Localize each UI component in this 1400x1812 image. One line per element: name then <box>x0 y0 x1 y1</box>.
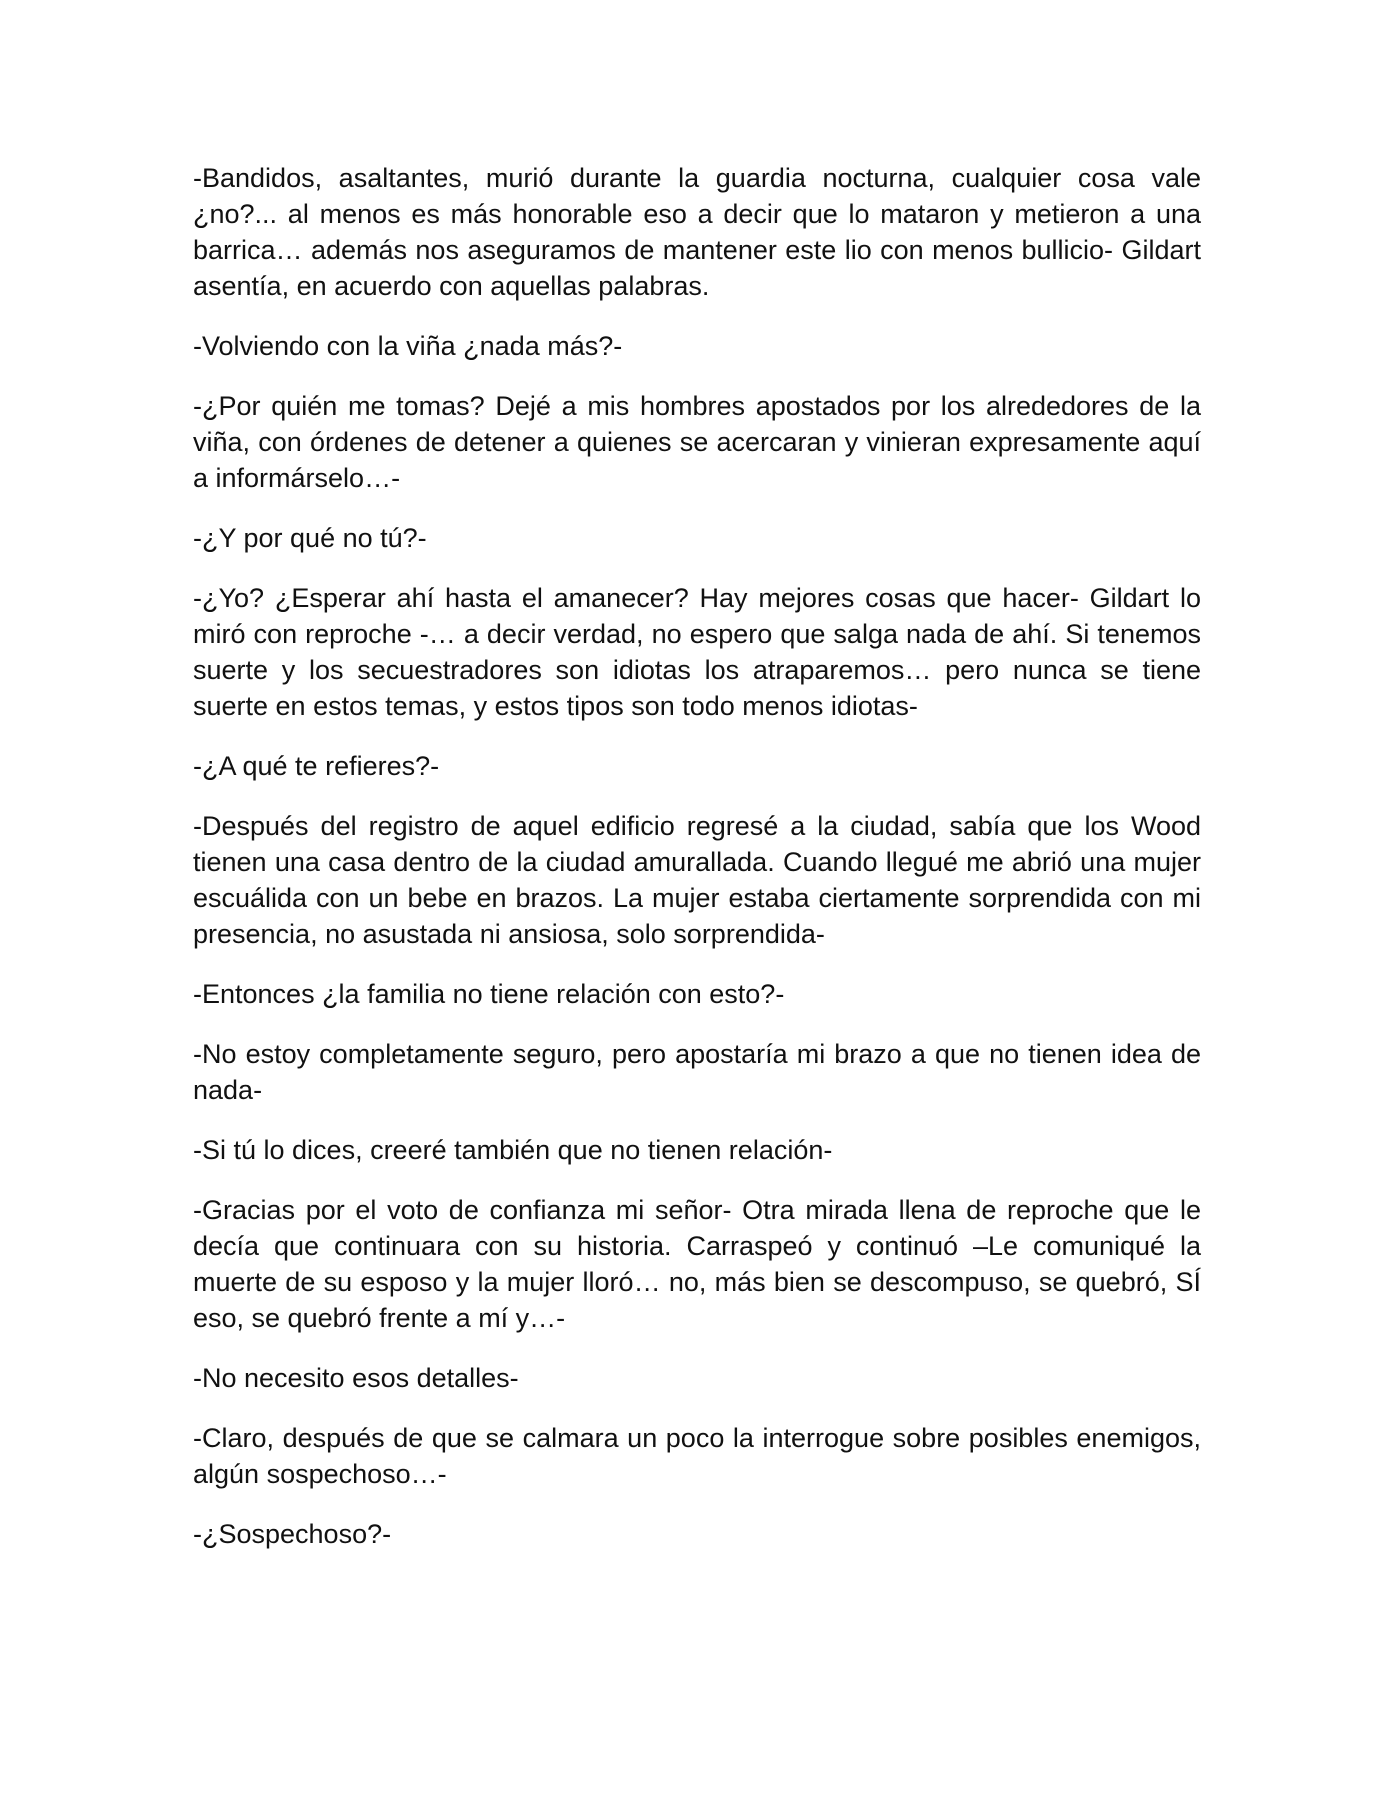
paragraph-6: -¿A qué te refieres?- <box>193 751 440 781</box>
paragraph-3: -¿Por quién me tomas? Dejé a mis hombres apostados por los alrededores de la viña, con órdenes de detener a quienes se acercaran y vinieran expresamente aquí a informárselo…- <box>193 391 1201 493</box>
paragraph-9: -No estoy completamente seguro, pero apostaría mi brazo a que no tienen idea de nada- <box>193 1039 1201 1105</box>
paragraph-7: -Después del registro de aquel edificio regresé a la ciudad, sabía que los Wood tienen una casa dentro de la ciudad amurallada. Cuando llegué me abrió una mujer escuálida con un bebe en brazos. La mujer estaba ciertamente sorprendida con mi presencia, no asustada ni ansiosa, solo sorprendida- <box>193 811 1201 949</box>
paragraph-2: -Volviendo con la viña ¿nada más?- <box>193 331 623 361</box>
paragraph-1: -Bandidos, asaltantes, murió durante la guardia nocturna, cualquier cosa vale ¿no?... al menos es más honorable eso a decir que lo mataron y metieron a una barrica… además nos aseguramos de mantener este lio con menos bullicio- Gildart asentía, en acuerdo con aquellas palabras. <box>193 163 1201 301</box>
paragraph-5: -¿Yo? ¿Esperar ahí hasta el amanecer? Hay mejores cosas que hacer- Gildart lo miró con reproche -… a decir verdad, no espero que salga nada de ahí. Si tenemos suerte y los secuestradores son idiotas los atraparemos… pero nunca se tiene suerte en estos temas, y estos tipos son todo menos idiotas- <box>193 583 1201 721</box>
paragraph-8: -Entonces ¿la familia no tiene relación con esto?- <box>193 979 785 1009</box>
paragraph-11: -Gracias por el voto de confianza mi señor- Otra mirada llena de reproche que le decía que continuara con su historia. Carraspeó y continuó –Le comuniqué la muerte de su esposo y la mujer lloró… no, más bien se descompuso, se quebró, SÍ eso, se quebró frente a mí y…- <box>193 1195 1201 1333</box>
paragraph-4: -¿Y por qué no tú?- <box>193 523 427 553</box>
paragraph-12: -No necesito esos detalles- <box>193 1363 519 1393</box>
paragraph-10: -Si tú lo dices, creeré también que no tienen relación- <box>193 1135 833 1165</box>
paragraph-13: -Claro, después de que se calmara un poco la interrogue sobre posibles enemigos, algún sospechoso…- <box>193 1423 1201 1489</box>
paragraph-14: -¿Sospechoso?- <box>193 1519 392 1549</box>
document-body <box>193 160 1201 1576</box>
